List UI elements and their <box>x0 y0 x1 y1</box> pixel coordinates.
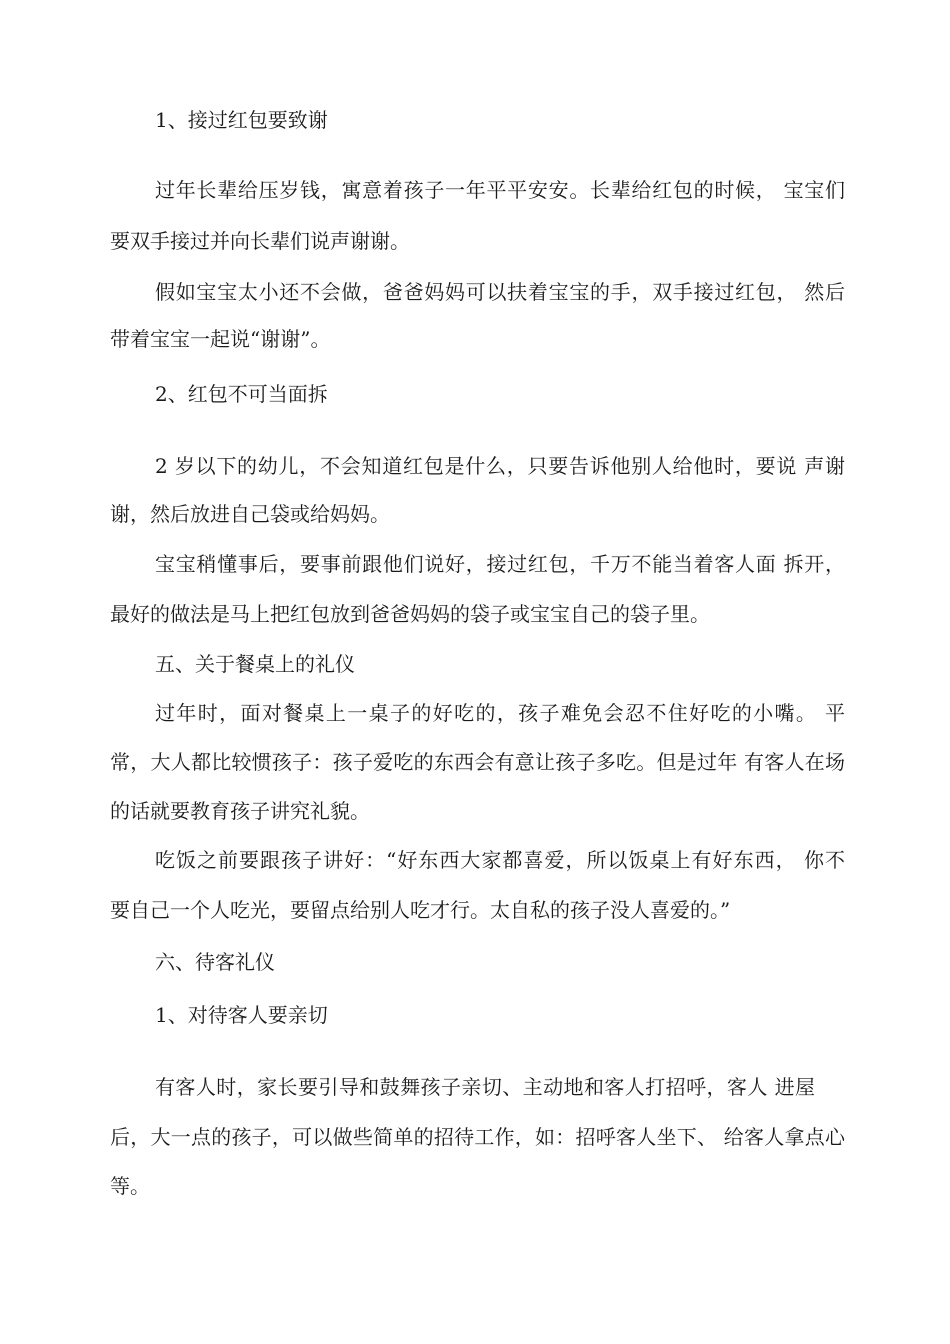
paragraph-line: 过年时，面对餐桌上一桌子的好吃的，孩子难免会忍不住好吃的小嘴。 平 <box>155 701 845 725</box>
paragraph-line: 常，大人都比较惯孩子：孩子爱吃的东西会有意让孩子多吃。但是过年 有客人在场 <box>110 750 845 774</box>
section-heading-receive-red-envelope: 1、接过红包要致谢 <box>155 108 328 132</box>
section-heading-be-kind-to-guests: 1、对待客人要亲切 <box>155 1003 328 1027</box>
paragraph-line: 过年长辈给压岁钱，寓意着孩子一年平平安安。长辈给红包的时候， 宝宝们 <box>155 178 845 202</box>
paragraph-line: 带着宝宝一起说“谢谢”。 <box>110 327 331 351</box>
section-heading-do-not-open: 2、红包不可当面拆 <box>155 382 328 406</box>
paragraph-line: 吃饭之前要跟孩子讲好：“好东西大家都喜爱，所以饭桌上有好东西， 你不 <box>155 848 845 872</box>
paragraph-line: 最好的做法是马上把红包放到爸爸妈妈的袋子或宝宝自己的袋子里。 <box>110 602 710 626</box>
paragraph-line: 要自己一个人吃光，要留点给别人吃才行。太自私的孩子没人喜爱的。” <box>110 898 731 922</box>
section-heading-table-manners: 五、关于餐桌上的礼仪 <box>155 652 355 676</box>
paragraph-line: 2 岁以下的幼儿，不会知道红包是什么，只要告诉他别人给他时，要说 声谢 <box>155 454 845 478</box>
paragraph-line: 的话就要教育孩子讲究礼貌。 <box>110 799 370 823</box>
paragraph-line: 要双手接过并向长辈们说声谢谢。 <box>110 229 410 253</box>
paragraph-line: 等。 <box>110 1174 150 1198</box>
paragraph-line: 假如宝宝太小还不会做，爸爸妈妈可以扶着宝宝的手，双手接过红包， 然后 <box>155 280 845 304</box>
paragraph-line: 后，大一点的孩子，可以做些简单的招待工作，如：招呼客人坐下、 给客人拿点心 <box>110 1125 845 1149</box>
section-heading-hosting-guests: 六、待客礼仪 <box>155 950 275 974</box>
paragraph-line: 有客人时，家长要引导和鼓舞孩子亲切、主动地和客人打招呼，客人 进屋 <box>155 1075 815 1099</box>
paragraph-line: 谢，然后放进自己袋或给妈妈。 <box>110 502 390 526</box>
paragraph-line: 宝宝稍懂事后，要事前跟他们说好，接过红包，千万不能当着客人面 拆开， <box>155 552 845 576</box>
